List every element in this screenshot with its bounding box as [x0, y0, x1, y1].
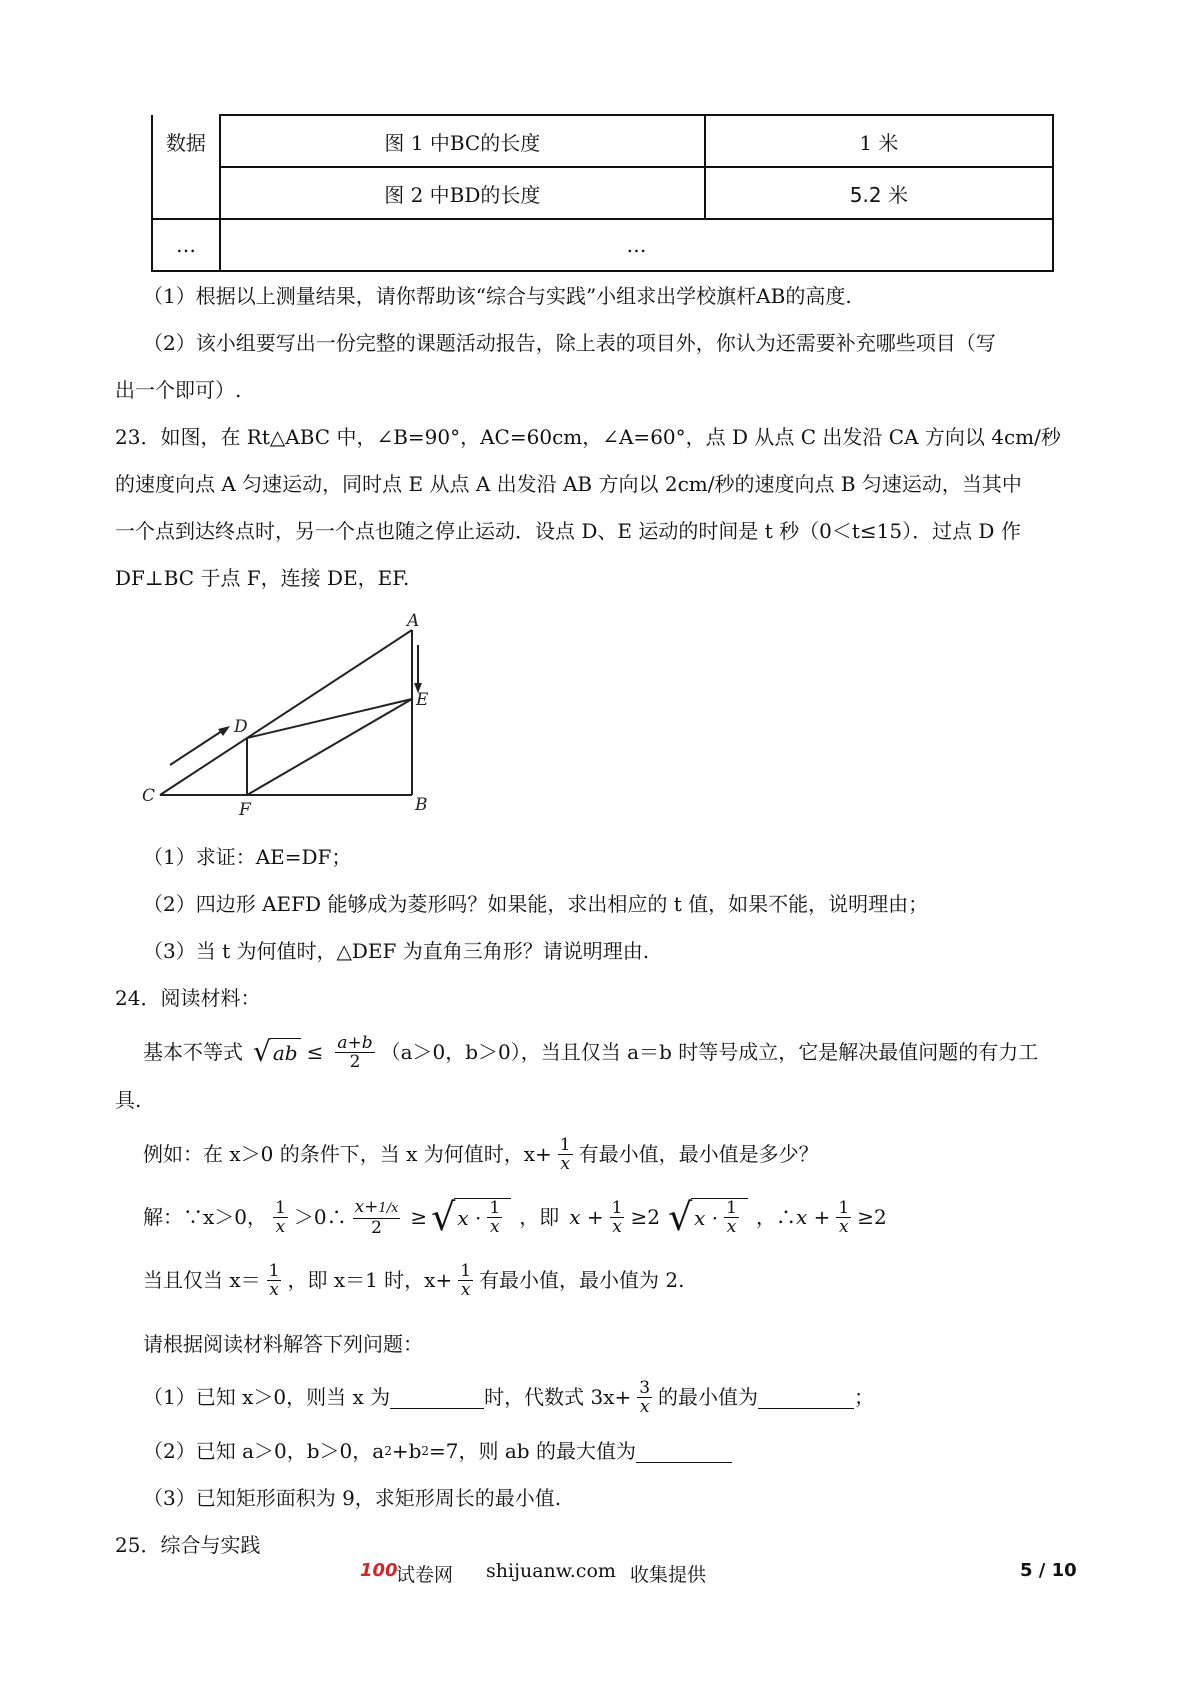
answer-blank[interactable]: [390, 1386, 484, 1409]
table-cell-value: 5.2 米: [705, 167, 1053, 219]
table-ellipsis-left: …: [152, 219, 220, 271]
q24-sub3: （3）已知矩形面积为 9，求矩形周长的最小值.: [143, 1486, 562, 1510]
page-number: 5 / 10: [1020, 1560, 1077, 1581]
q22-part2: （2）该小组要写出一份完整的课题活动报告，除上表的项目外，你认为还需要补充哪些项目（写: [143, 331, 996, 355]
q24-sub2: （2）已知 a＞0，b＞0，a 2 +b 2 =7，则 ab 的最大值为: [143, 1437, 1113, 1465]
fraction-1-over-x: $\frac{1}{x}$: [559, 1134, 571, 1174]
fraction-a-plus-b-over-2: $\frac{a+b}{2}$: [337, 1032, 373, 1072]
answer-blank[interactable]: [636, 1440, 732, 1463]
q23-text-line4: DF⊥BC 于点 F，连接 DE，EF.: [115, 566, 410, 590]
q24-solution: 解：∵x＞0， $\frac{1}{x}$ ＞0∴ $\frac{x+1/x}{2}$ ≥ √ x · $\frac{1}{x}$ ，即 x + $\frac{1}{x}$ ≥2 √ x · $\frac{1}{x}$ ，∴ x + $\frac{1}{x}$ ≥2: [143, 1195, 887, 1239]
site-url: shijuanw.com: [486, 1560, 616, 1582]
q23-text-line3: 一个点到达终点时，另一个点也随之停止运动．设点 D、E 运动的时间是 t 秒（0＜t≤15）．过点 D 作: [115, 519, 1021, 543]
table-cell-item: 图 1 中BC的长度: [220, 115, 705, 167]
label-c: C: [142, 786, 156, 806]
q24-title: 24．阅读材料：: [115, 986, 261, 1010]
provided-by: 收集提供: [630, 1564, 707, 1586]
arrow-cd: [170, 729, 225, 765]
segment-ef: [247, 699, 412, 795]
q23-text-line2: 的速度向点 A 匀速运动，同时点 E 从点 A 出发沿 AB 方向以 2cm/秒的速度向点 B 匀速运动，当其中: [115, 472, 1022, 496]
q22-part1: （1）根据以上测量结果，请你帮助该“综合与实践”小组求出学校旗杆AB的高度.: [143, 284, 852, 308]
table-group-label: 数据: [152, 115, 220, 219]
q24-example: 例如：在 x＞0 的条件下，当 x 为何值时，x+ $\frac{1}{x}$ 有最小值，最小值是多少？: [143, 1134, 819, 1174]
fraction-x-plus-1x-over-2: $\frac{x+1/x}{2}$: [354, 1196, 399, 1238]
arrowhead-cd: [218, 726, 230, 736]
measurement-table: [151, 114, 1054, 272]
q25-title: 25．综合与实践: [115, 1533, 261, 1557]
table-cell-item: 图 2 中BD的长度: [220, 167, 705, 219]
q24-inequality-wrap: 具.: [115, 1088, 142, 1112]
q24-equality: 当且仅当 x＝ $\frac{1}{x}$ ，即 x＝1 时，x+ $\frac{1}{x}$ 有最小值，最小值为 2.: [143, 1260, 685, 1300]
label-a: A: [407, 611, 420, 631]
label-f: F: [239, 800, 251, 815]
site-logo: 100: [360, 1560, 398, 1581]
q24-prompt: 请根据阅读材料解答下列问题：: [143, 1332, 423, 1356]
segment-de: [247, 699, 412, 738]
label-d: D: [234, 717, 248, 737]
fraction-1-over-x: $\frac{1}{x}$: [275, 1197, 286, 1237]
q24-sub1: （1）已知 x＞0，则当 x 为 时，代数式 3x+ $\frac{3}{x}$ 的最小值为 ；: [143, 1377, 875, 1417]
side-ca: [160, 630, 412, 795]
site-name: 试卷网: [396, 1564, 454, 1586]
sqrt-ab: √ ab: [253, 1038, 301, 1067]
q22-part2-wrap: 出一个即可）.: [115, 378, 242, 402]
answer-blank[interactable]: [758, 1386, 854, 1409]
table-cell-value: 1 米: [705, 115, 1053, 167]
sqrt-x-times-1x: √ x · $\frac{1}{x}$: [431, 1198, 511, 1236]
q23-text-line1: 23．如图，在 Rt△ABC 中，∠B=90°，AC=60cm，∠A=60°，点 D 从点 C 出发沿 CA 方向以 4cm/秒: [115, 425, 1061, 449]
q23-sub2: （2）四边形 AEFD 能够成为菱形吗？如果能，求出相应的 t 值，如果不能，说明理由；: [143, 892, 929, 916]
q24-inequality-line: 基本不等式 √ ab ≤ $\frac{a+b}{2}$ （a＞0，b＞0），当且仅当 a＝b 时等号成立，它是解决最值问题的有力工: [143, 1032, 1039, 1072]
q23-sub1: （1）求证：AE=DF；: [143, 845, 352, 869]
q23-sub3: （3）当 t 为何值时，△DEF 为直角三角形？请说明理由.: [143, 939, 650, 963]
label-e: E: [416, 690, 429, 710]
table-ellipsis-right: …: [220, 219, 1053, 271]
triangle-figure: [130, 605, 450, 815]
label-b: B: [415, 795, 428, 815]
